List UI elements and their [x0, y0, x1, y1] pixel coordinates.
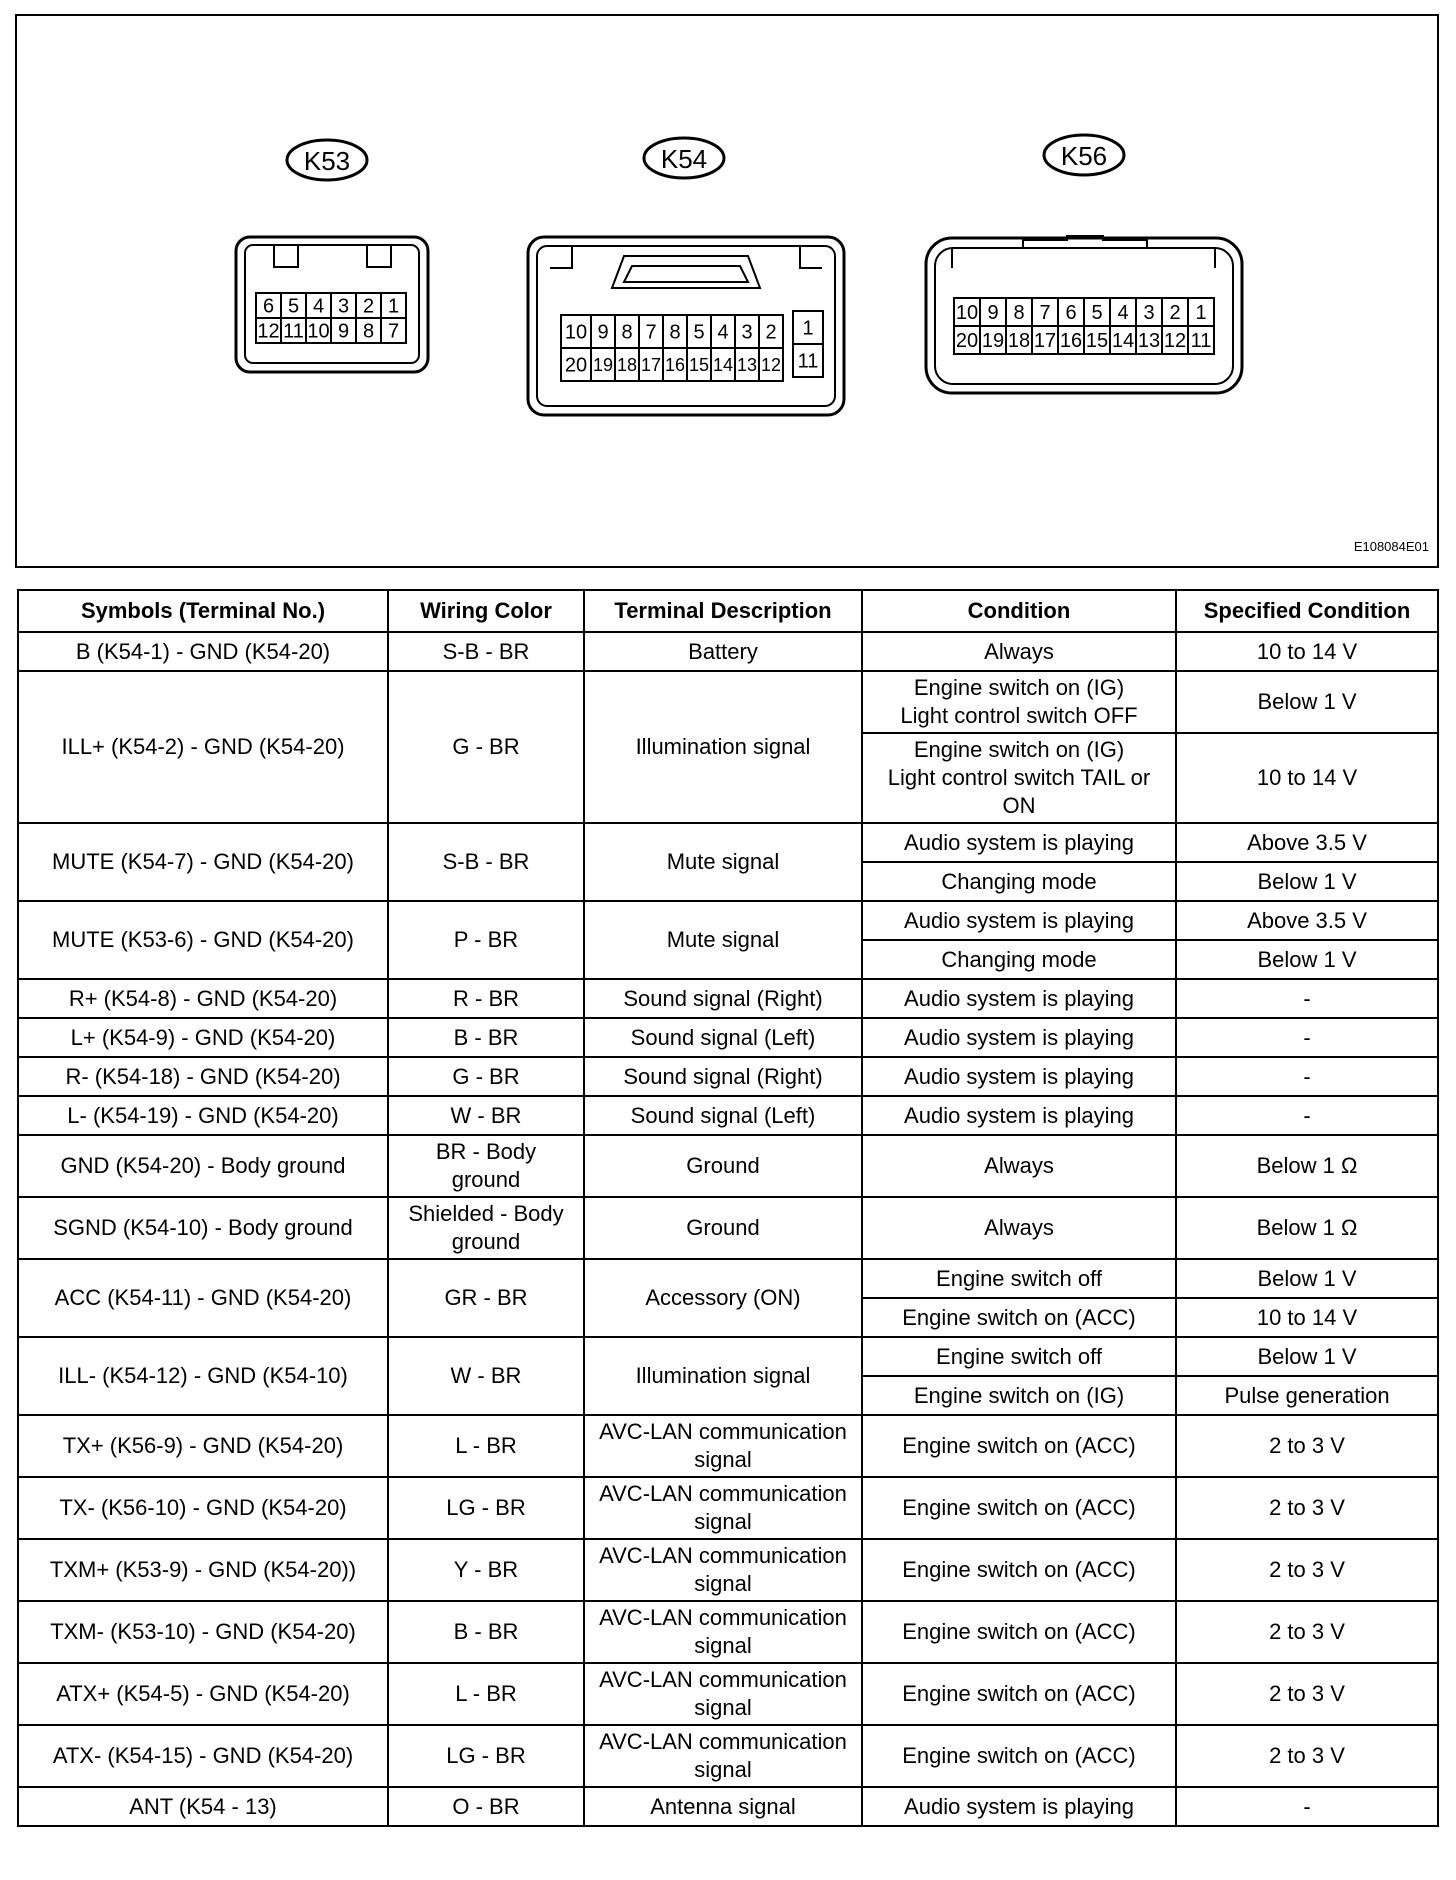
wiring-color-cell: W - BR [388, 1337, 584, 1415]
terminal-number: 1 [1195, 302, 1207, 325]
symbol-cell: TX+ (K56-9) - GND (K54-20) [18, 1415, 388, 1477]
table-row [18, 1197, 1438, 1259]
specified-condition-cell: - [1176, 1787, 1438, 1826]
wiring-color-cell: Y - BR [388, 1539, 584, 1601]
specified-condition-cell: 2 to 3 V [1176, 1601, 1438, 1663]
condition-cell: Audio system is playing [862, 1787, 1176, 1826]
specified-condition-cell: 2 to 3 V [1176, 1477, 1438, 1539]
terminal-number: 1 [802, 317, 814, 340]
symbol-cell: ILL+ (K54-2) - GND (K54-20) [18, 671, 388, 823]
condition-cell: Engine switch on (IG) Light control switch TAIL or ON [862, 733, 1176, 823]
table-header-row [18, 590, 1438, 632]
condition-cell: Engine switch on (IG) [862, 1376, 1176, 1415]
connector-label: K53 [303, 146, 351, 176]
column-header: Wiring Color [388, 590, 584, 632]
terminal-number: 5 [1091, 302, 1103, 325]
specified-condition-cell: Below 1 V [1176, 671, 1438, 733]
table-row [18, 901, 1438, 940]
table-row [18, 1415, 1438, 1477]
terminal-number: 12 [760, 354, 782, 375]
specified-condition-cell: - [1176, 1096, 1438, 1135]
terminal-number: 2 [1169, 302, 1181, 325]
description-cell: Sound signal (Left) [584, 1018, 862, 1057]
condition-cell: Audio system is playing [862, 901, 1176, 940]
description-cell: Illumination signal [584, 671, 862, 823]
condition-cell: Changing mode [862, 940, 1176, 979]
table-row [18, 823, 1438, 862]
terminal-number: 12 [257, 320, 280, 343]
table-row [18, 979, 1438, 1018]
description-cell: AVC-LAN communication signal [584, 1725, 862, 1787]
terminal-number: 8 [621, 321, 633, 344]
terminal-number: 18 [616, 354, 638, 375]
wiring-color-cell: G - BR [388, 1057, 584, 1096]
terminal-number: 7 [1039, 302, 1051, 325]
column-header: Condition [862, 590, 1176, 632]
description-cell: Sound signal (Left) [584, 1096, 862, 1135]
terminal-number: 18 [1007, 330, 1031, 353]
specified-condition-cell: Below 1 Ω [1176, 1197, 1438, 1259]
wiring-color-cell: LG - BR [388, 1725, 584, 1787]
description-cell: Sound signal (Right) [584, 979, 862, 1018]
figure-code: E108084E01 [1353, 539, 1429, 554]
terminal-number: 19 [981, 330, 1005, 353]
terminal-number: 10 [307, 320, 330, 343]
table-row [18, 1337, 1438, 1376]
table-row [18, 1057, 1438, 1096]
condition-cell: Engine switch off [862, 1337, 1176, 1376]
wiring-color-cell: R - BR [388, 979, 584, 1018]
specified-condition-cell: Below 1 V [1176, 862, 1438, 901]
wiring-color-cell: BR - Body ground [388, 1135, 584, 1197]
condition-cell: Engine switch on (ACC) [862, 1601, 1176, 1663]
terminal-number: 2 [765, 321, 777, 344]
table-row [18, 1663, 1438, 1725]
terminal-number: 9 [597, 321, 609, 344]
condition-cell: Engine switch on (ACC) [862, 1298, 1176, 1337]
symbol-cell: GND (K54-20) - Body ground [18, 1135, 388, 1197]
terminal-number: 9 [337, 320, 350, 343]
terminal-number: 2 [362, 295, 375, 318]
symbol-cell: R- (K54-18) - GND (K54-20) [18, 1057, 388, 1096]
terminal-number: 4 [312, 295, 325, 318]
specified-condition-cell: 10 to 14 V [1176, 733, 1438, 823]
terminal-number: 15 [1085, 330, 1109, 353]
description-cell: Battery [584, 632, 862, 671]
condition-cell: Engine switch on (ACC) [862, 1415, 1176, 1477]
condition-cell: Always [862, 1135, 1176, 1197]
description-cell: Ground [584, 1197, 862, 1259]
description-cell: Antenna signal [584, 1787, 862, 1826]
terminal-number: 1 [387, 295, 400, 318]
terminal-number: 14 [712, 354, 734, 375]
table-row [18, 632, 1438, 671]
description-cell: Mute signal [584, 823, 862, 901]
description-cell: AVC-LAN communication signal [584, 1415, 862, 1477]
table-row [18, 1018, 1438, 1057]
connector-k53 [236, 140, 428, 372]
specified-condition-cell: 2 to 3 V [1176, 1725, 1438, 1787]
symbol-cell: ILL- (K54-12) - GND (K54-10) [18, 1337, 388, 1415]
condition-cell: Audio system is playing [862, 1057, 1176, 1096]
symbol-cell: ATX- (K54-15) - GND (K54-20) [18, 1725, 388, 1787]
terminal-number: 11 [797, 350, 819, 373]
description-cell: AVC-LAN communication signal [584, 1601, 862, 1663]
description-cell: Mute signal [584, 901, 862, 979]
symbol-cell: SGND (K54-10) - Body ground [18, 1197, 388, 1259]
wiring-color-cell: GR - BR [388, 1259, 584, 1337]
terminal-number: 7 [387, 320, 400, 343]
condition-cell: Always [862, 632, 1176, 671]
description-cell: Illumination signal [584, 1337, 862, 1415]
symbol-cell: R+ (K54-8) - GND (K54-20) [18, 979, 388, 1018]
terminal-number: 14 [1111, 330, 1135, 353]
symbol-cell: TXM+ (K53-9) - GND (K54-20)) [18, 1539, 388, 1601]
specified-condition-cell: 10 to 14 V [1176, 1298, 1438, 1337]
terminal-number: 3 [1143, 302, 1155, 325]
terminal-number: 10 [564, 321, 588, 344]
connector-k56 [926, 135, 1242, 393]
terminal-number: 16 [1059, 330, 1083, 353]
wiring-color-cell: S-B - BR [388, 823, 584, 901]
column-header: Terminal Description [584, 590, 862, 632]
terminal-number: 11 [283, 320, 304, 343]
terminal-number: 13 [1137, 330, 1161, 353]
table-row [18, 1787, 1438, 1826]
specified-condition-cell: - [1176, 979, 1438, 1018]
wiring-color-cell: P - BR [388, 901, 584, 979]
condition-cell: Audio system is playing [862, 823, 1176, 862]
description-cell: AVC-LAN communication signal [584, 1663, 862, 1725]
terminal-number: 13 [736, 354, 758, 375]
table-row [18, 1096, 1438, 1135]
terminal-number: 16 [664, 354, 686, 375]
column-header: Symbols (Terminal No.) [18, 590, 388, 632]
terminal-number: 19 [592, 354, 614, 375]
condition-cell: Audio system is playing [862, 1096, 1176, 1135]
symbol-cell: ACC (K54-11) - GND (K54-20) [18, 1259, 388, 1337]
condition-cell: Engine switch off [862, 1259, 1176, 1298]
specified-condition-cell: Below 1 V [1176, 1259, 1438, 1298]
symbol-cell: TXM- (K53-10) - GND (K54-20) [18, 1601, 388, 1663]
specified-condition-cell: 2 to 3 V [1176, 1663, 1438, 1725]
description-cell: Ground [584, 1135, 862, 1197]
specified-condition-cell: Above 3.5 V [1176, 901, 1438, 940]
terminal-number: 17 [640, 354, 662, 375]
wiring-color-cell: B - BR [388, 1018, 584, 1057]
table-row [18, 671, 1438, 733]
terminal-number: 17 [1033, 330, 1057, 353]
table-row [18, 1259, 1438, 1298]
specified-condition-cell: - [1176, 1018, 1438, 1057]
condition-cell: Engine switch on (ACC) [862, 1477, 1176, 1539]
terminal-number: 6 [1065, 302, 1077, 325]
terminal-number: 6 [262, 295, 275, 318]
condition-cell: Engine switch on (ACC) [862, 1725, 1176, 1787]
terminal-spec-table [17, 589, 1439, 1827]
wiring-color-cell: L - BR [388, 1415, 584, 1477]
specified-condition-cell: Below 1 Ω [1176, 1135, 1438, 1197]
wiring-color-cell: O - BR [388, 1787, 584, 1826]
connector-k54 [528, 138, 844, 415]
symbol-cell: ANT (K54 - 13) [18, 1787, 388, 1826]
connector-label: K56 [1060, 141, 1108, 171]
wiring-color-cell: B - BR [388, 1601, 584, 1663]
specified-condition-cell: Below 1 V [1176, 1337, 1438, 1376]
symbol-cell: ATX+ (K54-5) - GND (K54-20) [18, 1663, 388, 1725]
terminal-number: 3 [337, 295, 350, 318]
terminal-number: 8 [1013, 302, 1025, 325]
terminal-number: 4 [717, 321, 729, 344]
table-row [18, 1725, 1438, 1787]
table-row [18, 1601, 1438, 1663]
terminal-number: 9 [987, 302, 999, 325]
specified-condition-cell: 2 to 3 V [1176, 1415, 1438, 1477]
terminal-number: 20 [564, 354, 588, 377]
specified-condition-cell: Pulse generation [1176, 1376, 1438, 1415]
condition-cell: Always [862, 1197, 1176, 1259]
wiring-color-cell: S-B - BR [388, 632, 584, 671]
condition-cell: Engine switch on (ACC) [862, 1539, 1176, 1601]
specified-condition-cell: 10 to 14 V [1176, 632, 1438, 671]
symbol-cell: TX- (K56-10) - GND (K54-20) [18, 1477, 388, 1539]
terminal-number: 10 [955, 302, 979, 325]
condition-cell: Engine switch on (ACC) [862, 1663, 1176, 1725]
terminal-number: 12 [1163, 330, 1187, 353]
specified-condition-cell: Above 3.5 V [1176, 823, 1438, 862]
specified-condition-cell: Below 1 V [1176, 940, 1438, 979]
symbol-cell: B (K54-1) - GND (K54-20) [18, 632, 388, 671]
table-row [18, 1135, 1438, 1197]
table-row [18, 1477, 1438, 1539]
specified-condition-cell: - [1176, 1057, 1438, 1096]
terminal-number: 20 [955, 330, 979, 353]
wiring-color-cell: L - BR [388, 1663, 584, 1725]
terminal-number: 7 [645, 321, 657, 344]
connector-label: K54 [660, 144, 708, 174]
condition-cell: Audio system is playing [862, 979, 1176, 1018]
symbol-cell: MUTE (K53-6) - GND (K54-20) [18, 901, 388, 979]
symbol-cell: L+ (K54-9) - GND (K54-20) [18, 1018, 388, 1057]
wiring-color-cell: W - BR [388, 1096, 584, 1135]
connector-diagram-svg [17, 16, 1437, 566]
symbol-cell: L- (K54-19) - GND (K54-20) [18, 1096, 388, 1135]
terminal-number: 5 [287, 295, 300, 318]
description-cell: AVC-LAN communication signal [584, 1539, 862, 1601]
condition-cell: Engine switch on (IG) Light control switch OFF [862, 671, 1176, 733]
condition-cell: Changing mode [862, 862, 1176, 901]
wiring-color-cell: G - BR [388, 671, 584, 823]
column-header: Specified Condition [1176, 590, 1438, 632]
description-cell: Accessory (ON) [584, 1259, 862, 1337]
terminal-number: 8 [669, 321, 681, 344]
wiring-color-cell: Shielded - Body ground [388, 1197, 584, 1259]
terminal-number: 11 [1190, 330, 1212, 353]
terminal-number: 5 [693, 321, 705, 344]
terminal-number: 8 [362, 320, 375, 343]
table-row [18, 1539, 1438, 1601]
description-cell: Sound signal (Right) [584, 1057, 862, 1096]
symbol-cell: MUTE (K54-7) - GND (K54-20) [18, 823, 388, 901]
wiring-color-cell: LG - BR [388, 1477, 584, 1539]
description-cell: AVC-LAN communication signal [584, 1477, 862, 1539]
terminal-number: 3 [741, 321, 753, 344]
condition-cell: Audio system is playing [862, 1018, 1176, 1057]
specified-condition-cell: 2 to 3 V [1176, 1539, 1438, 1601]
connector-diagram [15, 14, 1439, 568]
terminal-number: 4 [1117, 302, 1129, 325]
terminal-number: 15 [688, 354, 710, 375]
